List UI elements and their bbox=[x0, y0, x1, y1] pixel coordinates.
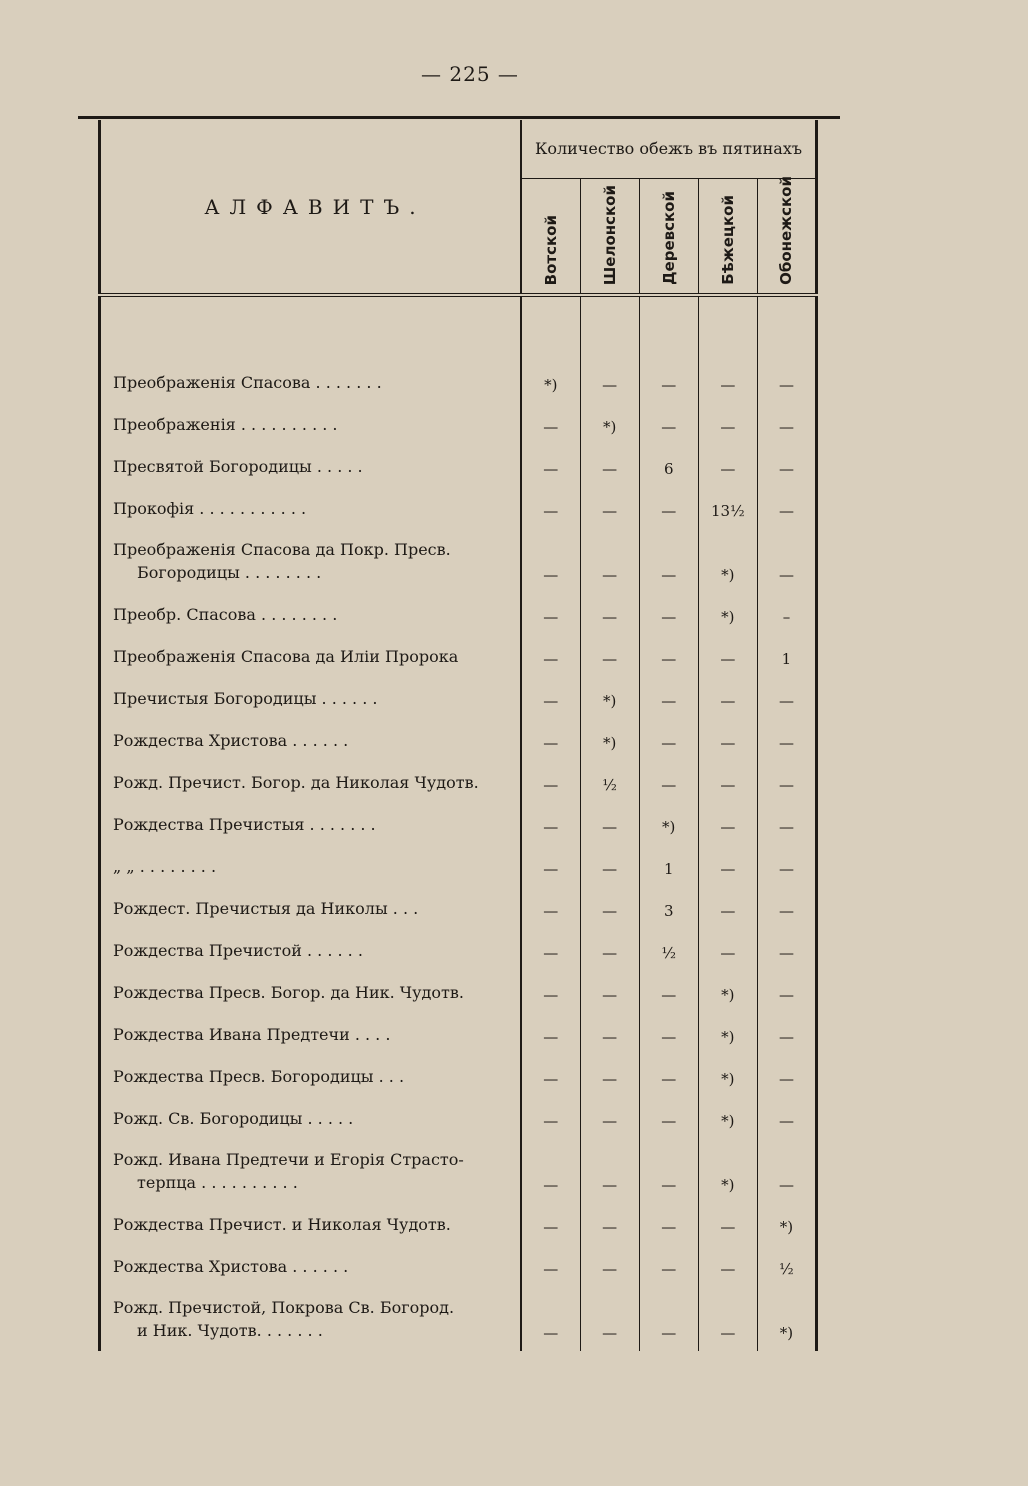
entry-name: Преображенія Спасова да Покр. Пресв. bbox=[113, 540, 451, 559]
obezh-value-бѣжецкой: — bbox=[698, 677, 757, 719]
table-row bbox=[100, 403, 817, 445]
column-header-bezhetskoy bbox=[698, 179, 757, 296]
obezh-value-шелонской: — bbox=[580, 845, 639, 887]
obezh-value-шелонской: — bbox=[580, 1287, 639, 1351]
obezh-value-бѣжецкой: *) bbox=[698, 1013, 757, 1055]
obezh-value-шелонской: — bbox=[580, 1097, 639, 1139]
obezh-value-вотской: — bbox=[521, 445, 580, 487]
table-row bbox=[100, 719, 817, 761]
entry-name-cell bbox=[100, 803, 522, 845]
obezh-value-бѣжецкой: — bbox=[698, 887, 757, 929]
table-row bbox=[100, 1013, 817, 1055]
entry-name-cell bbox=[100, 487, 522, 529]
entry-name-cell bbox=[100, 971, 522, 1013]
table-row bbox=[100, 529, 817, 593]
entry-name-cell bbox=[100, 593, 522, 635]
obezh-value-шелонской: — bbox=[580, 1245, 639, 1287]
obezh-value-бѣжецкой: — bbox=[698, 445, 757, 487]
entry-name: Рожд. Пречистой, Покрова Св. Богород. bbox=[113, 1298, 455, 1317]
table-row bbox=[100, 1097, 817, 1139]
obezh-value-деревской: — bbox=[639, 361, 698, 403]
obezh-value-вотской: — bbox=[521, 1287, 580, 1351]
table-row bbox=[100, 1287, 817, 1351]
alphabet-header: АЛФАВИТЪ. bbox=[100, 120, 522, 295]
entry-name-cell bbox=[100, 887, 522, 929]
entry-name-continuation: Богородицы . . . . . . . . bbox=[137, 563, 322, 582]
table-row bbox=[100, 677, 817, 719]
obezh-value-вотской: — bbox=[521, 803, 580, 845]
obezh-value-деревской: — bbox=[639, 761, 698, 803]
obezh-value-вотской: — bbox=[521, 887, 580, 929]
entry-name: Рождества Пречистыя . . . . . . . bbox=[113, 815, 376, 834]
entry-name: Рождества Пречист. и Николая Чудотв. bbox=[113, 1215, 451, 1234]
obezh-value-вотской: — bbox=[521, 1139, 580, 1203]
obezh-value-вотской: *) bbox=[521, 361, 580, 403]
obezh-value-обонежской: ½ bbox=[779, 1260, 794, 1278]
obezh-value-обонежской: — bbox=[778, 1028, 794, 1046]
obezh-value-вотской: — bbox=[521, 971, 580, 1013]
obezh-value-вотской: — bbox=[521, 761, 580, 803]
entry-name-cell bbox=[100, 1097, 522, 1139]
obezh-value-шелонской: *) bbox=[580, 677, 639, 719]
entry-name-cell bbox=[100, 929, 522, 971]
table-row bbox=[100, 761, 817, 803]
table-row bbox=[100, 445, 817, 487]
entry-name: Преображенія Спасова . . . . . . . bbox=[113, 373, 382, 392]
entry-name-cell bbox=[100, 1055, 522, 1097]
obezh-value-деревской: — bbox=[639, 1055, 698, 1097]
obezh-value-вотской: — bbox=[521, 1203, 580, 1245]
obezh-value-обонежской: – bbox=[782, 608, 791, 626]
table-row bbox=[100, 1203, 817, 1245]
entry-name: Рождества Пресв. Богор. да Ник. Чудотв. bbox=[113, 983, 464, 1002]
obezh-value-обонежской: — bbox=[778, 502, 794, 520]
table-container bbox=[98, 120, 818, 1351]
obezh-value-деревской: 3 bbox=[639, 887, 698, 929]
obezh-value-бѣжецкой: — bbox=[698, 803, 757, 845]
obezh-value-обонежской: — bbox=[778, 376, 794, 394]
entry-name: Рождест. Пречистыя да Николы . . . bbox=[113, 899, 419, 918]
obezh-value-вотской: — bbox=[521, 845, 580, 887]
table-row bbox=[100, 845, 817, 887]
table-row bbox=[100, 803, 817, 845]
obezh-value-вотской: — bbox=[521, 1013, 580, 1055]
top-rule bbox=[78, 116, 840, 119]
obezh-value-обонежской: *) bbox=[779, 1324, 794, 1342]
obezh-value-бѣжецкой: *) bbox=[698, 1055, 757, 1097]
obezh-value-вотской: — bbox=[521, 929, 580, 971]
column-header-votskoy bbox=[521, 179, 580, 296]
obezh-value-деревской: — bbox=[639, 1287, 698, 1351]
obezh-value-вотской: — bbox=[521, 1097, 580, 1139]
table-row bbox=[100, 1245, 817, 1287]
obezh-value-шелонской: — bbox=[580, 929, 639, 971]
entry-name: Рождества Пресв. Богородицы . . . bbox=[113, 1067, 405, 1086]
obezh-value-обонежской: — bbox=[778, 860, 794, 878]
table-row bbox=[100, 1139, 817, 1203]
obezh-value-шелонской: — bbox=[580, 1203, 639, 1245]
obezh-value-деревской: — bbox=[639, 1097, 698, 1139]
obezh-value-деревской: — bbox=[639, 1245, 698, 1287]
obezh-value-бѣжецкой: — bbox=[698, 929, 757, 971]
spacer-row bbox=[100, 295, 817, 361]
obezh-value-обонежской: — bbox=[778, 1070, 794, 1088]
obezh-value-обонежской: — bbox=[778, 418, 794, 436]
obezh-value-бѣжецкой: *) bbox=[698, 1097, 757, 1139]
obezh-group-header: Количество обежъ въ пятинахъ bbox=[521, 120, 817, 179]
obezh-value-шелонской: — bbox=[580, 635, 639, 677]
obezh-value-вотской: — bbox=[521, 719, 580, 761]
entry-name-cell bbox=[100, 529, 522, 593]
table-row bbox=[100, 971, 817, 1013]
obezh-value-деревской: 1 bbox=[639, 845, 698, 887]
entry-name: Рождества Христова . . . . . . bbox=[113, 1257, 349, 1276]
entry-name-cell bbox=[100, 677, 522, 719]
obezh-value-деревской: — bbox=[639, 593, 698, 635]
table-row bbox=[100, 887, 817, 929]
obezh-value-обонежской: — bbox=[778, 902, 794, 920]
entry-name-cell bbox=[100, 403, 522, 445]
obezh-value-бѣжецкой: *) bbox=[698, 1139, 757, 1203]
table-row bbox=[100, 1055, 817, 1097]
obezh-value-деревской: *) bbox=[639, 803, 698, 845]
column-label: Обонежской bbox=[777, 176, 796, 285]
obezh-value-обонежской: — bbox=[778, 734, 794, 752]
obezh-value-бѣжецкой: — bbox=[698, 403, 757, 445]
obezh-value-деревской: ½ bbox=[639, 929, 698, 971]
obezh-value-вотской: — bbox=[521, 403, 580, 445]
table-row bbox=[100, 593, 817, 635]
obezh-value-бѣжецкой: *) bbox=[698, 593, 757, 635]
obezh-value-шелонской: — bbox=[580, 529, 639, 593]
entry-name: Рожд. Пречист. Богор. да Николая Чудотв. bbox=[113, 773, 479, 792]
entry-name-cell bbox=[100, 845, 522, 887]
obezh-value-деревской: — bbox=[639, 529, 698, 593]
entry-name: Пресвятой Богородицы . . . . . bbox=[113, 457, 363, 476]
obezh-value-шелонской: — bbox=[580, 1139, 639, 1203]
entry-name: Преобр. Спасова . . . . . . . . bbox=[113, 605, 338, 624]
entry-name: Рождества Христова . . . . . . bbox=[113, 731, 349, 750]
obezh-value-деревской: — bbox=[639, 971, 698, 1013]
obezh-value-шелонской: — bbox=[580, 361, 639, 403]
obezh-value-деревской: — bbox=[639, 635, 698, 677]
entry-name: Рожд. Св. Богородицы . . . . . bbox=[113, 1109, 354, 1128]
obezh-value-бѣжецкой: 13½ bbox=[698, 487, 757, 529]
entry-name-cell bbox=[100, 1203, 522, 1245]
obezh-value-шелонской: — bbox=[580, 487, 639, 529]
obezh-value-вотской: — bbox=[521, 677, 580, 719]
obezh-value-шелонской: — bbox=[580, 887, 639, 929]
column-label: Шелонской bbox=[600, 184, 619, 285]
entry-name: Пречистыя Богородицы . . . . . . bbox=[113, 689, 378, 708]
obezh-value-бѣжецкой: — bbox=[698, 845, 757, 887]
entry-name-cell bbox=[100, 1013, 522, 1055]
entry-name: Преображенія . . . . . . . . . . bbox=[113, 415, 338, 434]
column-label: Вотской bbox=[541, 214, 560, 285]
obezh-value-шелонской: ½ bbox=[580, 761, 639, 803]
alphabet-table bbox=[98, 120, 818, 1351]
entry-name: Рождества Ивана Предтечи . . . . bbox=[113, 1025, 391, 1044]
obezh-value-шелонской: *) bbox=[580, 403, 639, 445]
obezh-value-вотской: — bbox=[521, 635, 580, 677]
obezh-value-обонежской: 1 bbox=[781, 650, 792, 668]
obezh-value-деревской: — bbox=[639, 719, 698, 761]
entry-name: Прокофія . . . . . . . . . . . bbox=[113, 499, 307, 518]
obezh-value-обонежской: — bbox=[778, 776, 794, 794]
obezh-value-обонежской: — bbox=[778, 818, 794, 836]
obezh-value-шелонской: — bbox=[580, 445, 639, 487]
entry-name-cell bbox=[100, 761, 522, 803]
entry-name-cell bbox=[100, 1139, 522, 1203]
obezh-value-обонежской: — bbox=[778, 460, 794, 478]
obezh-value-бѣжецкой: — bbox=[698, 761, 757, 803]
obezh-value-вотской: — bbox=[521, 1245, 580, 1287]
obezh-value-шелонской: — bbox=[580, 803, 639, 845]
entry-name-cell bbox=[100, 361, 522, 403]
entry-name-cell bbox=[100, 445, 522, 487]
obezh-value-обонежской: — bbox=[778, 944, 794, 962]
obezh-value-шелонской: — bbox=[580, 1055, 639, 1097]
obezh-value-вотской: — bbox=[521, 529, 580, 593]
table-row bbox=[100, 929, 817, 971]
obezh-value-обонежской: — bbox=[778, 986, 794, 1004]
obezh-value-бѣжецкой: — bbox=[698, 361, 757, 403]
table-row bbox=[100, 635, 817, 677]
obezh-value-деревской: — bbox=[639, 1013, 698, 1055]
entry-name-cell bbox=[100, 635, 522, 677]
obezh-value-шелонской: — bbox=[580, 593, 639, 635]
obezh-value-бѣжецкой: — bbox=[698, 1203, 757, 1245]
obezh-value-деревской: — bbox=[639, 487, 698, 529]
obezh-value-вотской: — bbox=[521, 593, 580, 635]
obezh-value-шелонской: — bbox=[580, 971, 639, 1013]
obezh-value-бѣжецкой: *) bbox=[698, 529, 757, 593]
obezh-value-вотской: — bbox=[521, 1055, 580, 1097]
entry-name-cell bbox=[100, 1245, 522, 1287]
column-label: Бѣжецкой bbox=[718, 195, 737, 285]
entry-name: „ „ . . . . . . . . bbox=[113, 857, 217, 876]
obezh-value-шелонской: — bbox=[580, 1013, 639, 1055]
table-row bbox=[100, 487, 817, 529]
entry-name: Рожд. Ивана Предтечи и Егорія Страсто- bbox=[113, 1150, 464, 1169]
obezh-value-деревской: 6 bbox=[639, 445, 698, 487]
obezh-value-бѣжецкой: — bbox=[698, 1287, 757, 1351]
obezh-value-шелонской: *) bbox=[580, 719, 639, 761]
entry-name-cell bbox=[100, 719, 522, 761]
obezh-value-обонежской: — bbox=[778, 566, 794, 584]
obezh-value-деревской: — bbox=[639, 403, 698, 445]
page-number: — 225 — bbox=[421, 62, 519, 86]
obezh-value-вотской: — bbox=[521, 487, 580, 529]
table-row bbox=[100, 361, 817, 403]
obezh-value-бѣжецкой: — bbox=[698, 1245, 757, 1287]
obezh-value-бѣжецкой: — bbox=[698, 719, 757, 761]
obezh-value-деревской: — bbox=[639, 1203, 698, 1245]
obezh-value-бѣжецкой: *) bbox=[698, 971, 757, 1013]
column-header-derevskoy bbox=[639, 179, 698, 296]
obezh-value-бѣжецкой: — bbox=[698, 635, 757, 677]
entry-name-continuation: и Ник. Чудотв. . . . . . . bbox=[137, 1321, 323, 1340]
table-body bbox=[100, 295, 817, 1351]
column-header-shelonskoy bbox=[580, 179, 639, 296]
column-header-obonezhskoy bbox=[757, 176, 816, 296]
entry-name: Преображенія Спасова да Иліи Пророка bbox=[113, 647, 459, 666]
obezh-value-обонежской: — bbox=[778, 1176, 794, 1194]
obezh-value-обонежской: — bbox=[778, 692, 794, 710]
entry-name-cell bbox=[100, 1287, 522, 1351]
obezh-value-обонежской: — bbox=[778, 1112, 794, 1130]
column-label: Деревской bbox=[659, 191, 678, 285]
obezh-value-обонежской: *) bbox=[779, 1218, 794, 1236]
obezh-value-деревской: — bbox=[639, 677, 698, 719]
entry-name-continuation: терпца . . . . . . . . . . bbox=[137, 1173, 298, 1192]
entry-name: Рождества Пречистой . . . . . . bbox=[113, 941, 363, 960]
obezh-value-деревской: — bbox=[639, 1139, 698, 1203]
